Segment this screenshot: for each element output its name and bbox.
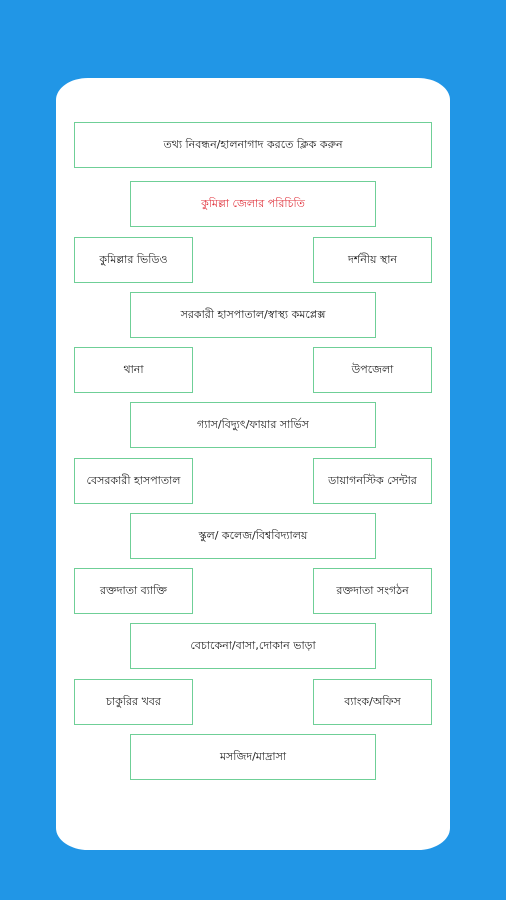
mosque-madrasa-button[interactable]: মসজিদ/মাদ্রাসা — [130, 734, 376, 780]
utility-services-button[interactable]: গ্যাস/বিদ্যুৎ/ফায়ার সার্ভিস — [130, 402, 376, 448]
bank-office-button[interactable]: ব্যাংক/অফিস — [313, 679, 432, 725]
gov-hospital-button[interactable]: সরকারী হাসপাতাল/স্বাস্থ্য কমপ্লেক্স — [130, 292, 376, 338]
register-button[interactable]: তথ্য নিবন্ধন/হালনাগাদ করতে ক্লিক করুন — [74, 122, 432, 168]
jobs-button[interactable]: চাকুরির খবর — [74, 679, 193, 725]
rent-sale-button[interactable]: বেচাকেনা/বাসা,দোকান ভাড়া — [130, 623, 376, 669]
menu-card — [56, 78, 450, 850]
blood-donor-person-button[interactable]: রক্তদাতা ব্যাক্তি — [74, 568, 193, 614]
video-button[interactable]: কুমিল্লার ভিডিও — [74, 237, 193, 283]
diagnostic-center-button[interactable]: ডায়াগনস্টিক সেন্টার — [313, 458, 432, 504]
tourist-places-button[interactable]: দর্শনীয় স্থান — [313, 237, 432, 283]
thana-button[interactable]: থানা — [74, 347, 193, 393]
upazila-button[interactable]: উপজেলা — [313, 347, 432, 393]
private-hospital-button[interactable]: বেসরকারী হাসপাতাল — [74, 458, 193, 504]
district-intro-button[interactable]: কুমিল্লা জেলার পরিচিতি — [130, 181, 376, 227]
education-button[interactable]: স্কুল/ কলেজ/বিশ্ববিদ্যালয় — [130, 513, 376, 559]
blood-donor-org-button[interactable]: রক্তদাতা সংগঠন — [313, 568, 432, 614]
